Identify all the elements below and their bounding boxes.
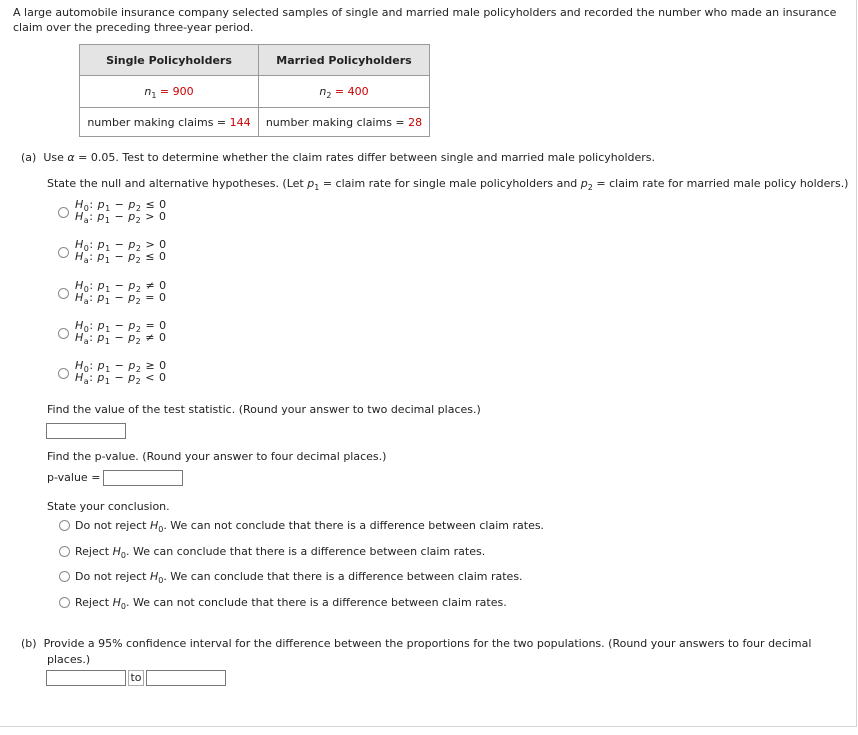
header-married: Married Policyholders <box>259 45 430 76</box>
hypothesis-option-2: $H_0$: $p_1 - p_2 > 0$ $H_a$: $p_1 - p_2 \le 0$ <box>75 238 167 265</box>
n2-cell: $n_2 = 400$ <box>259 76 430 108</box>
conclusion-option-2: Reject $H_0$. We can conclude that there is a difference between claim rates. <box>75 545 486 560</box>
part-b-prompt-line2: places.) <box>47 653 91 666</box>
hypothesis-radio-5[interactable] <box>58 368 69 379</box>
data-table <box>79 44 430 137</box>
claims1-cell: number making claims = 144 <box>80 108 259 137</box>
intro-text: A large automobile insurance company selected samples of single and married male policyholders and recorded the number who made an insurance claim over the preceding three-year period. <box>13 6 837 34</box>
pvalue-prompt: Find the p-value. (Round your answer to four decimal places.) <box>47 450 387 463</box>
to-label: to <box>128 670 144 686</box>
ci-upper-input[interactable] <box>146 670 226 686</box>
hypothesis-radio-2[interactable] <box>58 247 69 258</box>
pvalue-input[interactable] <box>103 470 183 486</box>
claims2-cell: number making claims = 28 <box>259 108 430 137</box>
test-stat-prompt: Find the value of the test statistic. (Round your answer to two decimal places.) <box>47 403 481 416</box>
header-single: Single Policyholders <box>80 45 259 76</box>
conclusion-radio-4[interactable] <box>59 597 70 608</box>
conclusion-radio-2[interactable] <box>59 546 70 557</box>
hypothesis-option-1: $H_0$: $p_1 - p_2 \le 0$ $H_a$: $p_1 - p_2 > 0$ <box>75 198 167 225</box>
hypothesis-option-3: $H_0$: $p_1 - p_2 \ne 0$ $H_a$: $p_1 - p_2 = 0$ <box>75 279 167 306</box>
hypotheses-prompt: State the null and alternative hypotheses. (Let $p_1$ = claim rate for single male policyholders and $p_2$ = claim rate for married male policy holders.) <box>47 177 849 192</box>
hypothesis-radio-3[interactable] <box>58 288 69 299</box>
conclusion-option-1: Do not reject $H_0$. We can not conclude that there is a difference between claim rates. <box>75 519 545 534</box>
conclusion-prompt: State your conclusion. <box>47 500 170 513</box>
conclusion-option-4: Reject $H_0$. We can not conclude that there is a difference between claim rates. <box>75 596 507 611</box>
hypothesis-option-4: $H_0$: $p_1 - p_2 = 0$ $H_a$: $p_1 - p_2 \ne 0$ <box>75 319 167 346</box>
n1-cell: $n_1 = 900$ <box>80 76 259 108</box>
conclusion-radio-1[interactable] <box>59 520 70 531</box>
hypothesis-option-5: $H_0$: $p_1 - p_2 \ge 0$ $H_a$: $p_1 - p_2 < 0$ <box>75 359 167 386</box>
hypothesis-radio-1[interactable] <box>58 207 69 218</box>
hypothesis-radio-4[interactable] <box>58 328 69 339</box>
pvalue-label: p-value = <box>47 471 101 484</box>
part-a-prompt: (a) Use α = 0.05. Test to determine whether the claim rates differ between single and married male policyholders. <box>21 151 656 164</box>
conclusion-option-3: Do not reject $H_0$. We can conclude that there is a difference between claim rates. <box>75 570 523 585</box>
part-b-prompt: (b) Provide a 95% confidence interval for the difference between the proportions for the two populations. (Round your answers to four decimal <box>21 637 812 650</box>
test-stat-input[interactable] <box>46 423 126 439</box>
conclusion-radio-3[interactable] <box>59 571 70 582</box>
ci-lower-input[interactable] <box>46 670 126 686</box>
